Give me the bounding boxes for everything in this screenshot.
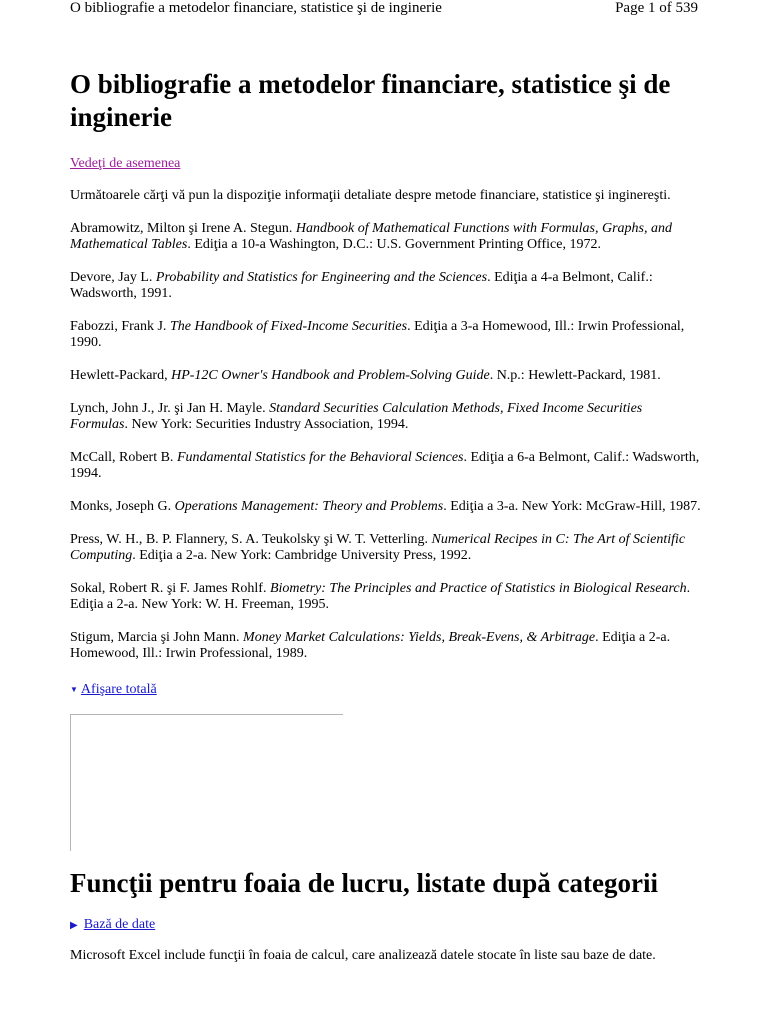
running-header-title: O bibliografie a metodelor financiare, statistice şi de inginerie (70, 0, 442, 16)
section-title-bibliography: O bibliografie a metodelor financiare, statistice şi de inginerie (70, 69, 671, 132)
reference-title: The Handbook of Fixed-Income Securities (169, 319, 408, 334)
reference-author: McCall, Robert B. (70, 450, 177, 465)
reference-title: Probability and Statistics for Engineering and the Sciences (155, 270, 488, 285)
show-all-toggle[interactable] (70, 682, 157, 698)
reference-entry (70, 532, 702, 564)
reference-publication: . Ediţia a 3-a. New York: McGraw-Hill, 1987. (443, 499, 701, 514)
reference-author: Lynch, John J., Jr. şi Jan H. Mayle. (70, 401, 270, 416)
reference-entry (70, 630, 702, 662)
reference-author: Sokal, Robert R. şi F. James Rohlf. (70, 581, 270, 596)
reference-title: Money Market Calculations: Yields, Break-Evens, & Arbitrage (243, 630, 596, 645)
reference-publication: . Ediţia a 6-a Belmont, Calif.: Wadsworth, 1994. (70, 450, 700, 481)
reference-entry (70, 319, 702, 351)
reference-author: Fabozzi, Frank J. (70, 319, 170, 334)
reference-author: Monks, Joseph G. (70, 499, 175, 514)
reference-author: Abramowitz, Milton şi Irene A. Stegun. (70, 221, 296, 236)
reference-author: Devore, Jay L. (70, 270, 156, 285)
reference-title: Standard Securities Calculation Methods, Fixed Income Securities Formulas (70, 401, 643, 432)
image-placeholder (70, 714, 343, 851)
page-content (70, 68, 702, 964)
reference-entry (70, 401, 702, 433)
intro-paragraph: Următoarele cărţi vă pun la dispoziţie informaţii detaliate despre metode financiare, statistice şi inginereşti. (70, 188, 671, 203)
reference-publication: . Ediţia a 2-a. New York: Cambridge University Press, 1992. (132, 548, 472, 563)
reference-entry (70, 581, 702, 613)
reference-list (70, 221, 702, 662)
reference-publication: . Ediţia a 10-a Washington, D.C.: U.S. Government Printing Office, 1972. (187, 237, 601, 252)
reference-publication: . N.p.: Hewlett-Packard, 1981. (489, 368, 661, 383)
reference-publication: . Ediţia a 4-a Belmont, Calif.: Wadsworth, 1991. (70, 270, 653, 301)
functions-description: Microsoft Excel include funcţii în foaia de calcul, care analizează datele stocate în liste sau baze de date. (70, 948, 656, 963)
reference-entry (70, 368, 702, 384)
triangle-down-icon: ▼ (70, 685, 78, 694)
reference-entry (70, 270, 702, 302)
reference-title: Fundamental Statistics for the Behavioral Sciences (176, 450, 464, 465)
reference-author: Hewlett-Packard, (70, 368, 172, 383)
reference-title: Operations Management: Theory and Problems (174, 499, 444, 514)
reference-title: Handbook of Mathematical Functions with Formulas, Graphs, and Mathematical Tables (70, 221, 672, 252)
see-also-link[interactable]: Vedeţi de asemenea (70, 156, 181, 171)
reference-publication: . New York: Securities Industry Association, 1994. (124, 417, 409, 432)
reference-author: Stigum, Marcia şi John Mann. (70, 630, 244, 645)
reference-title: HP-12C Owner's Handbook and Problem-Solving Guide (171, 368, 490, 383)
reference-entry (70, 499, 702, 515)
show-all-label: Afişare totală (80, 681, 157, 697)
category-link-database[interactable] (70, 917, 155, 933)
reference-publication: . Ediţia a 2-a. New York: W. H. Freeman, 1995. (70, 581, 691, 612)
reference-title: Numerical Recipes in C: The Art of Scientific Computing (70, 532, 686, 563)
reference-entry (70, 221, 702, 253)
section-title-functions: Funcţii pentru foaia de lucru, listate după categorii (70, 867, 658, 898)
reference-author: Press, W. H., B. P. Flannery, S. A. Teukolsky şi W. T. Vetterling. (70, 532, 432, 547)
running-header (0, 0, 768, 20)
triangle-right-icon: ▶ (70, 919, 78, 931)
reference-publication: . Ediţia a 3-a Homewood, Ill.: Irwin Professional, 1990. (70, 319, 685, 350)
reference-title: Biometry: The Principles and Practice of Statistics in Biological Research (269, 581, 687, 596)
reference-publication: . Ediţia a 2-a. Homewood, Ill.: Irwin Professional, 1989. (70, 630, 671, 661)
reference-entry (70, 450, 702, 482)
page-indicator: Page 1 of 539 (615, 0, 698, 16)
category-link-label: Bază de date (83, 917, 156, 932)
